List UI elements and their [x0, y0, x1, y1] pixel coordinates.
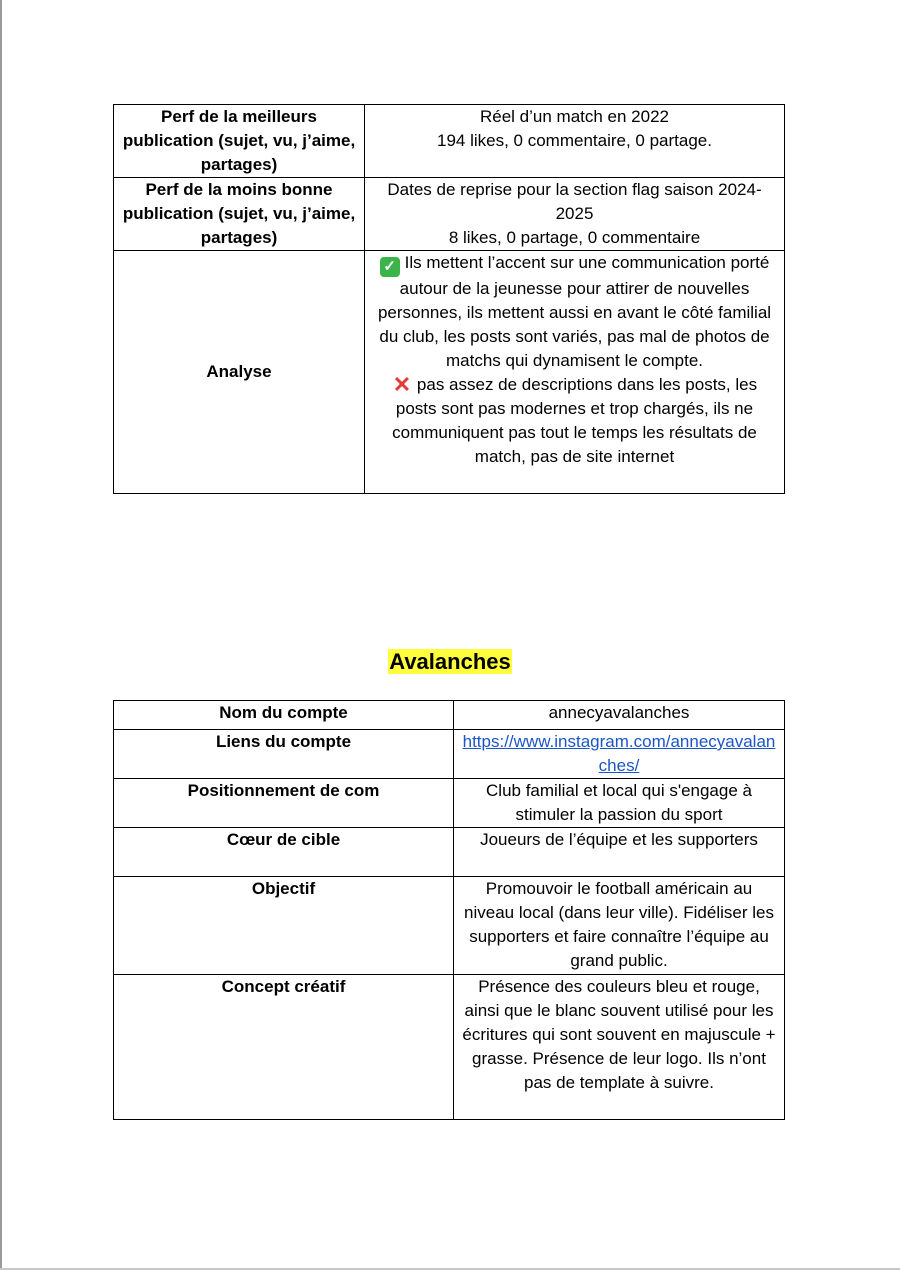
row-label-target: Cœur de cible	[114, 828, 454, 877]
page-left-border	[0, 0, 2, 1270]
row-value-worst-publication	[365, 178, 785, 251]
analyse-negative-text: pas assez de descriptions dans les posts, les posts sont pas modernes et trop chargés, ils ne communiquent pas tout le temps les résultats de match, pas de site internet	[392, 375, 758, 466]
analyse-positive	[371, 251, 778, 373]
table-row	[114, 828, 785, 877]
row-value-account-link	[454, 730, 785, 779]
table-row	[114, 877, 785, 975]
row-label-analyse: Analyse	[114, 251, 365, 494]
row-label-objective: Objectif	[114, 877, 454, 975]
account-table	[113, 700, 785, 1120]
table-row	[114, 105, 785, 178]
worst-publication-subject: Dates de reprise pour la section flag saison 2024-2025	[387, 180, 762, 223]
table-row	[114, 779, 785, 828]
table-row	[114, 251, 785, 494]
row-value-objective: Promouvoir le football américain au niveau local (dans leur ville). Fidéliser les supporters et faire connaître l’équipe au grand public.	[454, 877, 785, 975]
row-label-worst-publication: Perf de la moins bonne publication (sujet, vu, j’aime, partages)	[114, 178, 365, 251]
performance-table	[113, 104, 785, 494]
row-value-creative-concept: Présence des couleurs bleu et rouge, ainsi que le blanc souvent utilisé pour les écritures qui sont souvent en majuscule + grasse. Présence de leur logo. Ils n’ont pas de template à suivre.	[454, 975, 785, 1120]
section-heading-text: Avalanches	[389, 649, 511, 674]
row-label-account-name: Nom du compte	[114, 701, 454, 730]
row-value-best-publication	[365, 105, 785, 178]
best-publication-subject: Réel d’un match en 2022	[479, 107, 670, 126]
instagram-link[interactable]: https://www.instagram.com/annecyavalanches/	[462, 732, 776, 775]
row-value-analyse	[365, 251, 785, 494]
row-value-account-name: annecyavalanches	[454, 701, 785, 730]
table-row	[114, 730, 785, 779]
table-row	[114, 701, 785, 730]
table-row	[114, 975, 785, 1120]
row-label-positioning: Positionnement de com	[114, 779, 454, 828]
worst-publication-stats: 8 likes, 0 partage, 0 commentaire	[448, 228, 701, 247]
check-mark-icon: ✓	[380, 257, 400, 277]
analyse-positive-text: Ils mettent l’accent sur une communication porté autour de la jeunesse pour attirer de nouvelles personnes, ils mettent aussi en avant le côté familial du club, les posts sont variés, pas mal de photos de matchs qui dynamisent le compte.	[377, 253, 772, 370]
cross-mark-icon: ✕	[392, 372, 412, 397]
section-heading	[0, 648, 900, 676]
row-label-account-link: Liens du compte	[114, 730, 454, 779]
row-label-creative-concept: Concept créatif	[114, 975, 454, 1120]
row-label-best-publication: Perf de la meilleurs publication (sujet, vu, j’aime, partages)	[114, 105, 365, 178]
row-value-target: Joueurs de l’équipe et les supporters	[454, 828, 785, 877]
analyse-negative	[371, 373, 778, 469]
table-row	[114, 178, 785, 251]
best-publication-stats: 194 likes, 0 commentaire, 0 partage.	[437, 131, 712, 150]
row-value-positioning: Club familial et local qui s'engage à stimuler la passion du sport	[454, 779, 785, 828]
